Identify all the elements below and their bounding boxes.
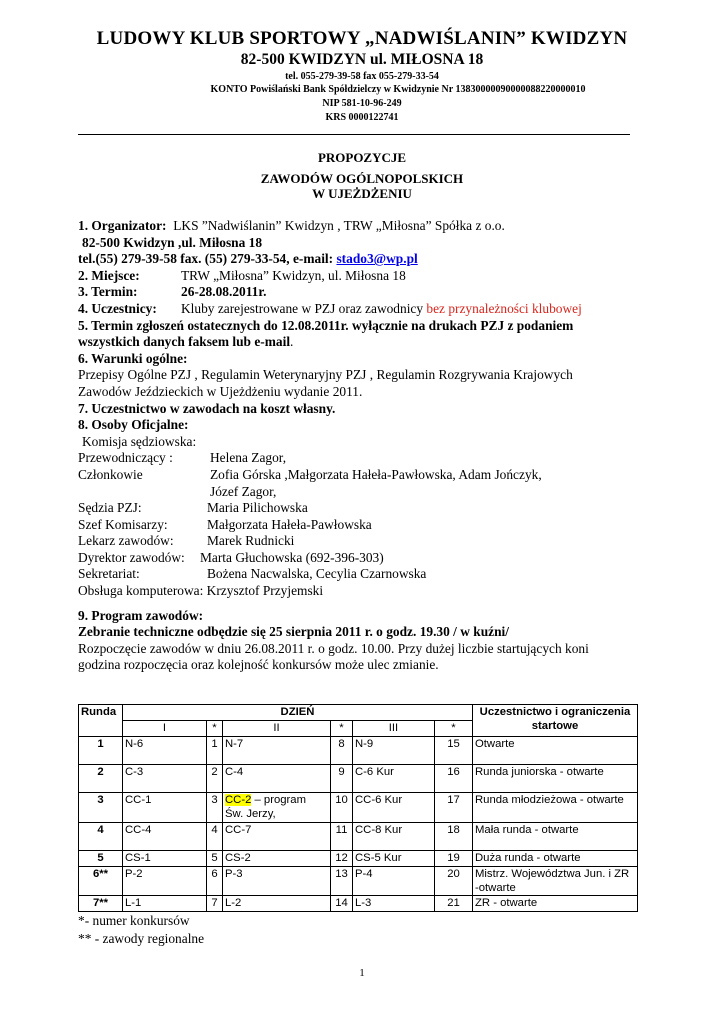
participation: ZR - otwarte [473,896,638,912]
club-title: LUDOWY KLUB SPORTOWY „NADWIŚLANIN” KWIDZYN [96,28,628,49]
header-participation [473,705,638,737]
day3-class: CC-8 Kur [353,823,435,851]
participants-text: Kluby zarejestrowane w PZJ oraz zawodnicy [181,300,427,316]
day2-class-program-2: Św. Jerzy, [225,808,276,820]
day1-class: C-3 [123,765,207,793]
participants-label: 4. Uczestnicy: [78,300,157,316]
day3-number: 17 [435,793,473,823]
day1-number: 5 [207,851,223,867]
day1-number: 3 [207,793,223,823]
start-line-2: godzina rozpoczęcia oraz kolejność konkursów może ulec zmianie. [78,657,439,673]
doc-subtitle-2: W UJEŻDŻENIU [312,186,412,201]
chair-name: Helena Zagor, [210,450,287,466]
conditions-line-2: Zawodów Jeździeckich w Ujeżdżeniu wydanie 2011. [78,383,363,399]
start-line-1: Rozpoczęcie zawodów w dniu 26.08.2011 r. o godz. 10.00. Przy dużej liczbie startujących koni [78,640,589,656]
club-bank-account: KONTO Powiślański Bank Spółdzielczy w Kwidzynie Nr 13830000090000088220000010 [210,84,586,95]
day2-number: 10 [331,793,353,823]
footnote-double-star: ** - zawody regionalne [78,931,205,946]
table-row [79,823,638,851]
conditions-line-1: Przepisy Ogólne PZJ , Regulamin Weterynaryjny PZJ , Regulamin Rozgrywania Krajowych [78,367,573,383]
participation: Runda juniorska - otwarte [473,765,638,793]
date-label: 3. Termin: [78,284,138,300]
vet-name: Marek Rudnicki [207,533,295,549]
header-day: DZIEŃ [123,705,473,721]
participation [473,867,638,896]
day2-class: N-7 [223,737,331,765]
day3-class: CC-6 Kur [353,793,435,823]
organizer-address: 82-500 Kwidzyn ,ul. Miłosna 18 [82,234,263,250]
day2-number: 13 [331,867,353,896]
meeting-line: Zebranie techniczne odbędzie się 25 sierpnia 2011 r. o godz. 19.30 / w kuźni/ [78,624,509,640]
round-number: 7** [79,896,123,912]
round-number: 4 [79,823,123,851]
day3-number: 21 [435,896,473,912]
jury-label: Komisja sędziowska: [82,433,197,449]
participation: Otwarte [473,737,638,765]
organizer-line [78,218,638,235]
day1-class: N-6 [123,737,207,765]
participants-line [78,301,638,318]
table-row [79,793,638,823]
header-round: Runda [79,705,123,737]
computer-line: Obsługa komputerowa: Krzysztof Przyjemski [78,583,324,599]
day1-class: P-2 [123,867,207,896]
day3-class: N-9 [353,737,435,765]
club-address: 82-500 KWIDZYN ul. MIŁOSNA 18 [240,51,484,68]
conditions-label: 6. Warunki ogólne: [78,350,188,366]
secretary-line [78,566,638,583]
header-day-i: I [123,721,207,737]
header-star-2: * [331,721,353,737]
judge-label: Sędzia PZJ: [78,500,142,516]
footnote-star: *- numer konkursów [78,913,190,928]
header-day-iii: III [353,721,435,737]
deadline-line-2 [78,334,638,351]
table-row [79,896,638,912]
director-name: Marta Głuchowska (692-396-303) [200,549,384,565]
round-number: 1 [79,737,123,765]
day2-class: CS-2 [223,851,331,867]
table-row [79,851,638,867]
schedule-table [78,704,638,912]
date-line [78,284,638,301]
day3-number: 19 [435,851,473,867]
program-label: 9. Program zawodów: [78,607,204,623]
round-number: 2 [79,765,123,793]
table-row [79,737,638,765]
organizer-contact-text: tel.(55) 279-39-58 fax. (55) 279-33-54, e-mail: [78,251,337,267]
day2-class: L-2 [223,896,331,912]
officials-label: 8. Osoby Oficjalne: [78,417,189,433]
doc-title: PROPOZYCJE [317,150,407,165]
day3-number: 16 [435,765,473,793]
round-number: 5 [79,851,123,867]
participation-1: Mistrz. Województwa Jun. i ZR [475,868,630,880]
cost-line: 7. Uczestnictwo w zawodach na koszt własny. [78,400,336,416]
day1-class: L-1 [123,896,207,912]
table-header-row [79,705,638,721]
day2-class: C-4 [223,765,331,793]
participation-2: -otwarte [475,882,516,894]
club-phone: tel. 055-279-39-58 fax 055-279-33-54 [285,71,439,82]
day1-number: 4 [207,823,223,851]
organizer-text: LKS ”Nadwiślanin” Kwidzyn , TRW „Miłosna” Spółka z o.o. [173,218,505,233]
deadline-line-1: 5. Termin zgłoszeń ostatecznych do 12.08.2011r. wyłącznie na drukach PZJ z podaniem [78,317,574,333]
round-number: 6** [79,867,123,896]
day3-class: C-6 Kur [353,765,435,793]
steward-line [78,517,638,534]
day2-class: P-3 [223,867,331,896]
round-number: 3 [79,793,123,823]
secretary-label: Sekretariat: [78,566,140,582]
director-label: Dyrektor zawodów: [78,549,185,565]
doc-subtitle-1: ZAWODÓW OGÓLNOPOLSKICH [260,171,464,186]
day2-class: CC-7 [223,823,331,851]
participants-red-text: bez przynależności klubowej [426,300,582,316]
members-names-2: Józef Zagor, [210,483,277,499]
day3-class: P-4 [353,867,435,896]
date-text: 26-28.08.2011r. [181,284,267,300]
participation: Mała runda - otwarte [473,823,638,851]
day2-number: 8 [331,737,353,765]
day2-class [223,793,331,823]
day3-number: 15 [435,737,473,765]
vet-label: Lekarz zawodów: [78,533,174,549]
day1-class: CC-4 [123,823,207,851]
header-star-3: * [435,721,473,737]
steward-label: Szef Komisarzy: [78,516,168,532]
members-line-2 [78,484,638,501]
day1-number: 7 [207,896,223,912]
header-participation-1: Uczestnictwo i ograniczenia [479,706,631,718]
day1-number: 6 [207,867,223,896]
deadline-text: wszystkich danych faksem lub e-mail [78,334,291,350]
footnotes [78,912,204,948]
chair-line [78,450,638,467]
day1-class: CS-1 [123,851,207,867]
header-participation-2: startowe [531,720,579,732]
chair-label: Przewodniczący : [78,450,173,466]
header-star-1: * [207,721,223,737]
header-divider [78,134,630,135]
day1-number: 1 [207,737,223,765]
day2-number: 11 [331,823,353,851]
document-body [78,218,638,674]
organizer-contact [78,251,638,268]
secretary-names: Bożena Nacwalska, Cecylia Czarnowska [207,566,427,582]
day2-number: 14 [331,896,353,912]
day3-class: CS-5 Kur [353,851,435,867]
judge-name: Maria Pilichowska [207,500,308,516]
place-line [78,268,638,285]
page-number: 1 [359,967,365,979]
table-row [79,867,638,896]
header-day-ii: II [223,721,331,737]
participation: Runda młodzieżowa - otwarte [473,793,638,823]
director-line [78,550,638,567]
day1-class: CC-1 [123,793,207,823]
organizer-label: 1. Organizator: [78,218,167,233]
members-label: Członkowie [78,466,143,482]
day2-number: 12 [331,851,353,867]
steward-name: Małgorzata Hałeła-Pawłowska [207,516,372,532]
day1-number: 2 [207,765,223,793]
day2-class-program: – program [251,794,307,806]
day3-number: 18 [435,823,473,851]
place-text: TRW „Miłosna” Kwidzyn, ul. Miłosna 18 [181,267,406,283]
day2-class-highlight: CC-2 [225,794,252,806]
participation: Duża runda - otwarte [473,851,638,867]
day3-number: 20 [435,867,473,896]
club-krs: KRS 0000122741 [325,112,399,123]
organizer-email-link[interactable]: stado3@wp.pl [336,251,418,267]
judge-line [78,500,638,517]
members-line [78,467,638,484]
club-nip: NIP 581-10-96-249 [322,98,402,109]
table-row [79,765,638,793]
members-names: Zofia Górska ,Małgorzata Hałeła-Pawłowska, Adam Jończyk, [210,466,542,482]
vet-line [78,533,638,550]
day3-class: L-3 [353,896,435,912]
deadline-end: . [290,334,294,350]
day2-number: 9 [331,765,353,793]
place-label: 2. Miejsce: [78,267,140,283]
